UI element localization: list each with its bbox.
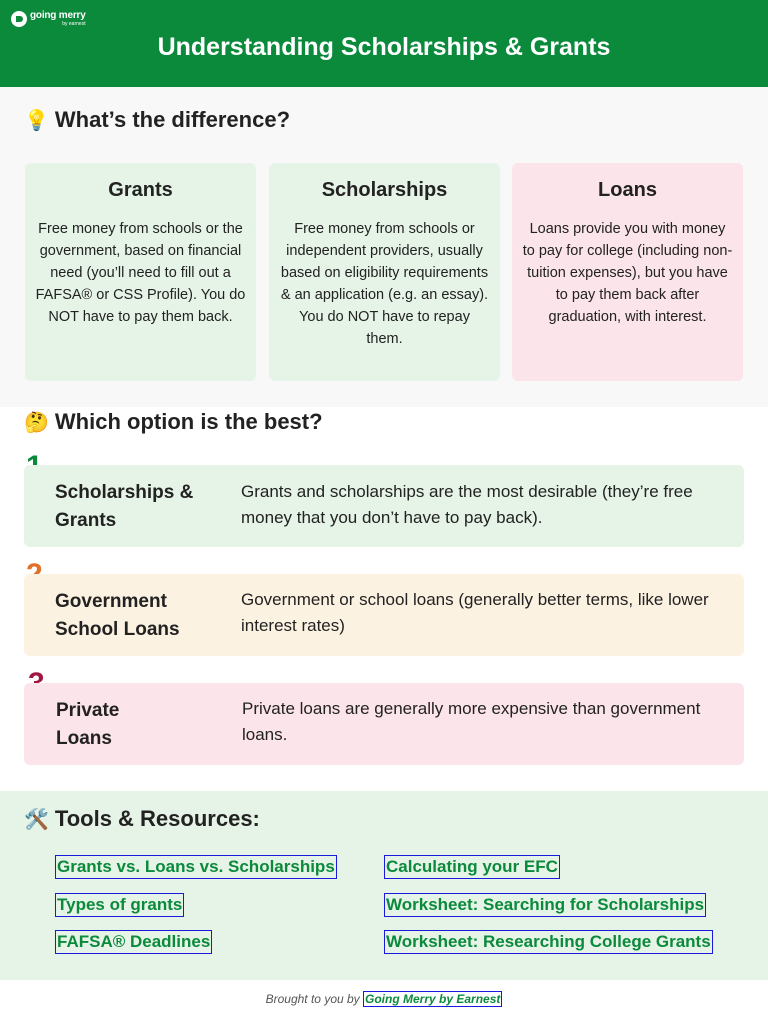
link-types-of-grants[interactable]: Types of grants xyxy=(55,893,184,917)
card-loans xyxy=(512,163,743,381)
difference-heading-text: What’s the difference? xyxy=(54,107,291,132)
card-title: Loans xyxy=(598,179,657,201)
page-title: Understanding Scholarships & Grants xyxy=(157,33,611,61)
footer-link-going-merry[interactable]: Going Merry by Earnest xyxy=(365,992,501,1006)
option-label: Government School Loans xyxy=(55,591,180,640)
link-fafsa-deadlines[interactable]: FAFSA® Deadlines xyxy=(55,930,212,954)
lightbulb-icon: 💡 xyxy=(24,109,49,132)
card-grants xyxy=(25,163,256,381)
card-scholarships xyxy=(269,163,500,381)
card-body: Loans provide you with money to pay for college (including non-tuition expenses), but you have to pay them back after graduation, with interest. xyxy=(522,221,733,325)
link-grants-vs-loans[interactable]: Grants vs. Loans vs. Scholarships xyxy=(55,855,337,879)
option-description: Grants and scholarships are the most desirable (they’re free money that you don’t have to pay back). xyxy=(241,482,693,527)
tools-heading xyxy=(24,806,260,832)
logo-name: going merry xyxy=(30,10,86,21)
footer-prefix: Brought to you by xyxy=(265,992,360,1006)
card-title: Grants xyxy=(108,179,173,201)
card-title: Scholarships xyxy=(321,179,448,201)
logo-subtitle: by earnest xyxy=(62,21,86,27)
option-description: Private loans are generally more expensive than government loans. xyxy=(242,699,701,744)
link-calculating-efc[interactable]: Calculating your EFC xyxy=(384,855,560,879)
option-scholarships-grants xyxy=(24,465,744,547)
tools-heading-text: Tools & Resources: xyxy=(54,806,260,831)
logo-mark-icon xyxy=(11,11,27,27)
card-body: Free money from schools or independent providers, usually based on eligibility requirements & an application (e.g. an essay). You do NOT have to repay them. xyxy=(280,221,489,347)
option-private-loans xyxy=(24,683,744,765)
tools-icon: 🛠️ xyxy=(24,808,49,831)
best-heading-text: Which option is the best? xyxy=(54,409,323,434)
thinking-face-icon: 🤔 xyxy=(24,411,49,434)
card-body: Free money from schools or the government, based on financial need (you’ll need to fill out a FAFSA® or CSS Profile). You do NOT have to pay them back. xyxy=(35,221,246,325)
difference-heading xyxy=(24,107,290,133)
footer xyxy=(0,992,768,1006)
link-worksheet-grants[interactable]: Worksheet: Researching College Grants xyxy=(384,930,713,954)
best-heading xyxy=(24,409,323,435)
link-worksheet-scholarships[interactable]: Worksheet: Searching for Scholarships xyxy=(384,893,706,917)
going-merry-logo[interactable] xyxy=(11,11,86,27)
option-description: Government or school loans (generally better terms, like lower interest rates) xyxy=(241,590,709,635)
option-government-loans xyxy=(24,574,744,656)
option-label: Private Loans xyxy=(56,700,120,749)
option-label: Scholarships & Grants xyxy=(55,482,194,531)
header-banner xyxy=(0,0,768,87)
